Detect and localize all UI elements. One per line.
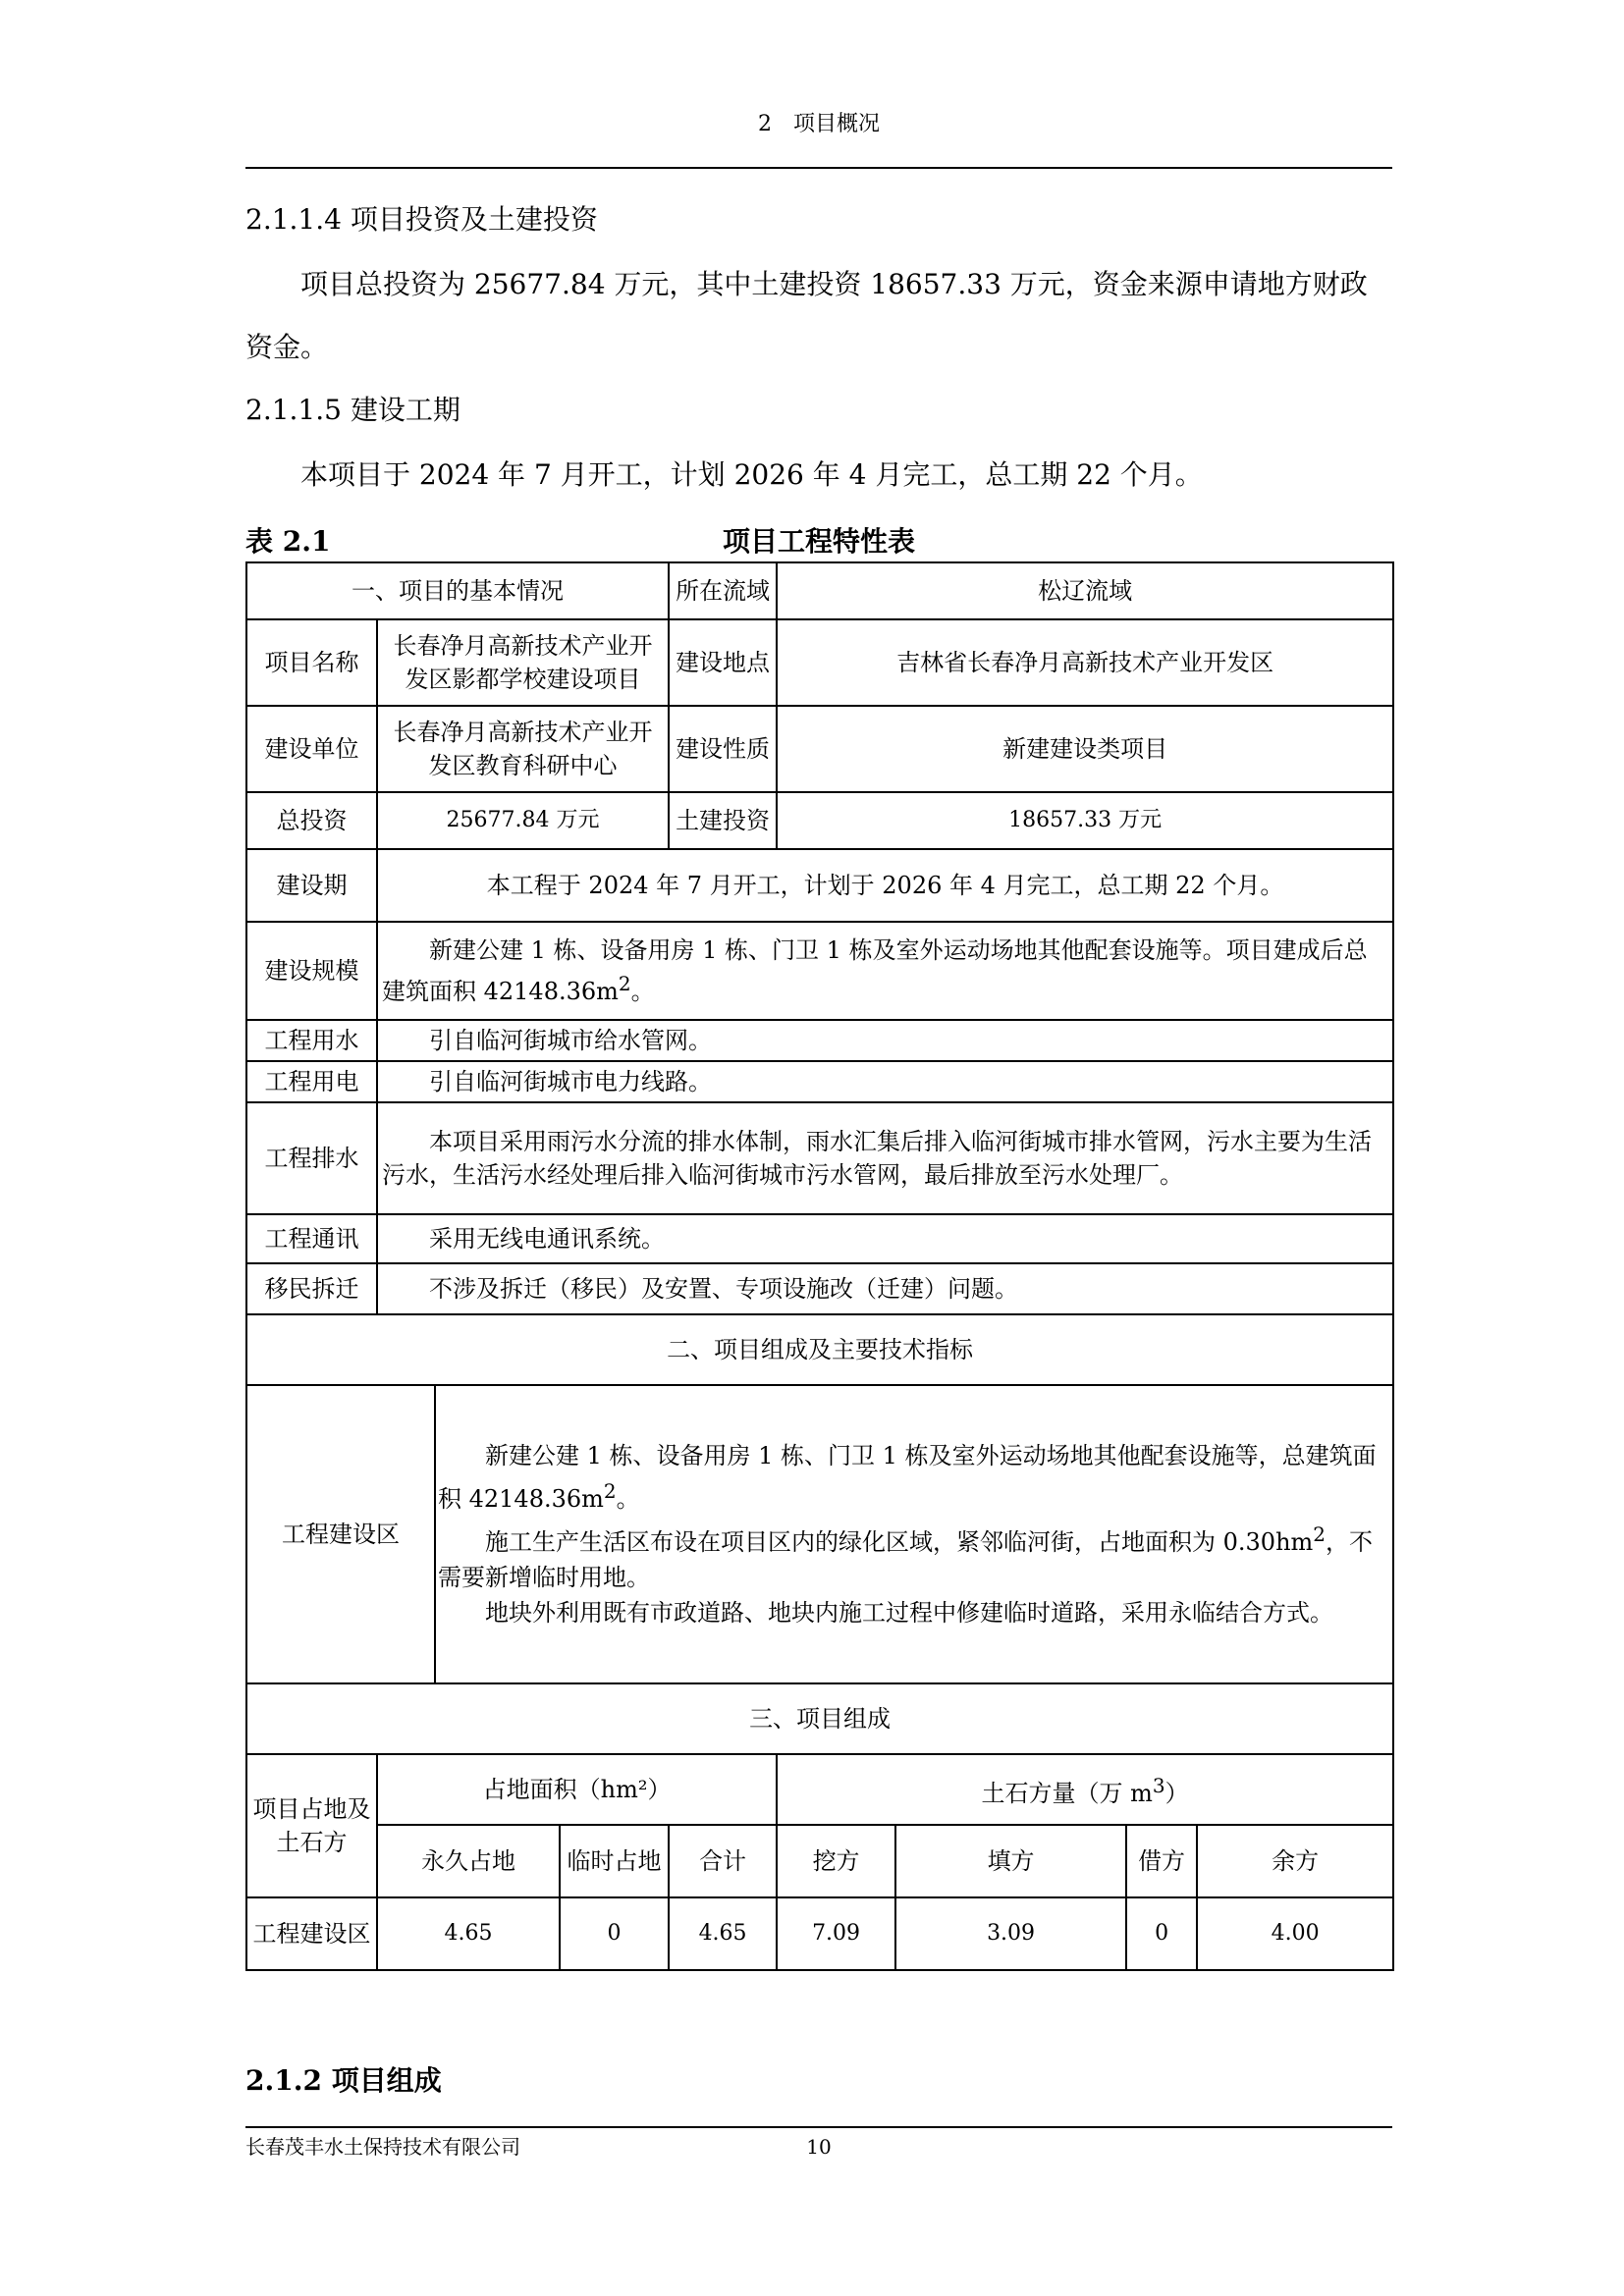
page-number: 10: [806, 2135, 832, 2159]
project-name-label: 项目名称: [246, 619, 377, 706]
location-value: 吉林省长春净月高新技术产业开发区: [777, 619, 1393, 706]
section-title-2115: 2.1.1.5 建设工期: [245, 394, 460, 426]
table-caption: [245, 522, 1392, 561]
area-paragraph-3: 地块外利用既有市政道路、地块内施工过程中修建临时道路，采用永临结合方式。: [485, 1599, 1333, 1627]
drainage-label: 工程排水: [246, 1102, 377, 1214]
nature-value: 新建建设类项目: [777, 706, 1393, 792]
relocation-value: 不涉及拆迁（移民）及安置、专项设施改（迁建）问题。: [377, 1263, 1393, 1314]
nature-label: 建设性质: [669, 706, 777, 792]
col-permanent: 永久占地: [377, 1825, 560, 1897]
page-header: 2 项目概况: [758, 112, 880, 136]
civil-investment-value: 18657.33 万元: [777, 792, 1393, 849]
col-surplus: 余方: [1197, 1825, 1393, 1897]
project-name-value: 长春净月高新技术产业开发区影都学校建设项目: [377, 619, 669, 706]
investment-label: 总投资: [246, 792, 377, 849]
section-title-2114: 2.1.1.4 项目投资及土建投资: [245, 203, 598, 236]
water-value: 引自临河街城市给水管网。: [377, 1020, 1393, 1061]
communication-label: 工程通讯: [246, 1214, 377, 1263]
unit-value: 长春净月高新技术产业开发区教育科研中心: [377, 706, 669, 792]
period-label: 建设期: [246, 849, 377, 922]
area-paragraph-2-text: 施工生产生活区布设在项目区内的绿化区域，紧邻临河街，占地面积为 0.30hm: [485, 1528, 1314, 1556]
investment-value: 25677.84 万元: [377, 792, 669, 849]
construction-area-label: 工程建设区: [246, 1385, 435, 1683]
earthwork-header: 土石方量（万 $m^3$）: [777, 1754, 1393, 1825]
basin-label: 所在流域: [669, 562, 777, 619]
land-area-header: 占地面积（hm²）: [377, 1754, 777, 1825]
row-surplus: 4.00: [1197, 1897, 1393, 1970]
row-total: 4.65: [669, 1897, 777, 1970]
scale-label: 建设规模: [246, 922, 377, 1020]
basic-info-header: 一、项目的基本情况: [246, 562, 669, 619]
table-title: 项目工程特性表: [722, 525, 915, 558]
scale-text-end: 。: [630, 978, 655, 1005]
power-value: 引自临河街城市电力线路。: [377, 1061, 1393, 1102]
scale-value: 新建公建 1 栋、设备用房 1 栋、门卫 1 栋及室外运动场地其他配套设施等。项目建成后总建筑面积 $42148.36m^2$。: [377, 922, 1393, 1020]
row-fill: 3.09: [895, 1897, 1126, 1970]
communication-value: 采用无线电通讯系统。: [377, 1214, 1393, 1263]
composition-header: 二、项目组成及主要技术指标: [246, 1314, 1393, 1385]
relocation-label: 移民拆迁: [246, 1263, 377, 1314]
section-title-212: 2.1.2 项目组成: [245, 2064, 442, 2097]
location-label: 建设地点: [669, 619, 777, 706]
construction-area-body: [435, 1385, 1393, 1683]
water-label: 工程用水: [246, 1020, 377, 1061]
header-rule: [245, 167, 1392, 169]
civil-investment-label: 土建投资: [669, 792, 777, 849]
section-body-2114: 项目总投资为 25677.84 万元，其中土建投资 18657.33 万元，资金来源申请地方财政资金。: [245, 268, 1368, 363]
col-cut: 挖方: [777, 1825, 895, 1897]
scale-text: 新建公建 1 栋、设备用房 1 栋、门卫 1 栋及室外运动场地其他配套设施等。项目建成后总建筑面积 42148.36m: [382, 936, 1368, 1005]
row-label: 工程建设区: [246, 1897, 377, 1970]
col-temporary: 临时占地: [560, 1825, 669, 1897]
row-temporary: 0: [560, 1897, 669, 1970]
row-borrow: 0: [1126, 1897, 1197, 1970]
section-body-2115: 本项目于 2024 年 7 月开工，计划 2026 年 4 月完工，总工期 22 个月。: [300, 458, 1203, 491]
area-paragraph-1-end: 。: [616, 1485, 640, 1513]
basin-value: 松辽流域: [777, 562, 1393, 619]
section-3-header: 三、项目组成: [246, 1683, 1393, 1754]
area-paragraph-2: 施工生产生活区布设在项目区内的绿化区域，紧邻临河街，占地面积为 $0.30hm^2$，不需要新增临时用地。: [438, 1522, 1374, 1591]
earthwork-header-end: ）: [1164, 1780, 1189, 1807]
drainage-value: 本项目采用雨污水分流的排水体制，雨水汇集后排入临河街城市排水管网，污水主要为生活污水，生活污水经处理后排入临河街城市污水管网，最后排放至污水处理厂。: [377, 1102, 1393, 1214]
row-permanent: 4.65: [377, 1897, 560, 1970]
land-earthwork-label: 项目占地及土石方: [246, 1754, 377, 1897]
earthwork-header-text: 土石方量（万 m: [981, 1780, 1153, 1807]
col-borrow: 借方: [1126, 1825, 1197, 1897]
project-spec-table: [245, 561, 1394, 1971]
row-cut: 7.09: [777, 1897, 895, 1970]
area-paragraph-1: 新建公建 1 栋、设备用房 1 栋、门卫 1 栋及室外运动场地其他配套设施等，总建筑面积 $42148.36m^2$。: [438, 1442, 1377, 1513]
col-fill: 填方: [895, 1825, 1126, 1897]
footer-company: 长春茂丰水土保持技术有限公司: [245, 2135, 520, 2159]
footer-rule: [245, 2126, 1392, 2128]
period-value: 本工程于 2024 年 7 月开工，计划于 2026 年 4 月完工，总工期 22 个月。: [377, 849, 1393, 922]
unit-label: 建设单位: [246, 706, 377, 792]
area-paragraph-1-text: 新建公建 1 栋、设备用房 1 栋、门卫 1 栋及室外运动场地其他配套设施等，总建筑面积 42148.36m: [438, 1442, 1377, 1513]
table-number: 表 2.1: [245, 525, 331, 558]
col-total: 合计: [669, 1825, 777, 1897]
power-label: 工程用电: [246, 1061, 377, 1102]
area-paragraph-2-end: ，不需要新增临时用地。: [438, 1528, 1374, 1591]
